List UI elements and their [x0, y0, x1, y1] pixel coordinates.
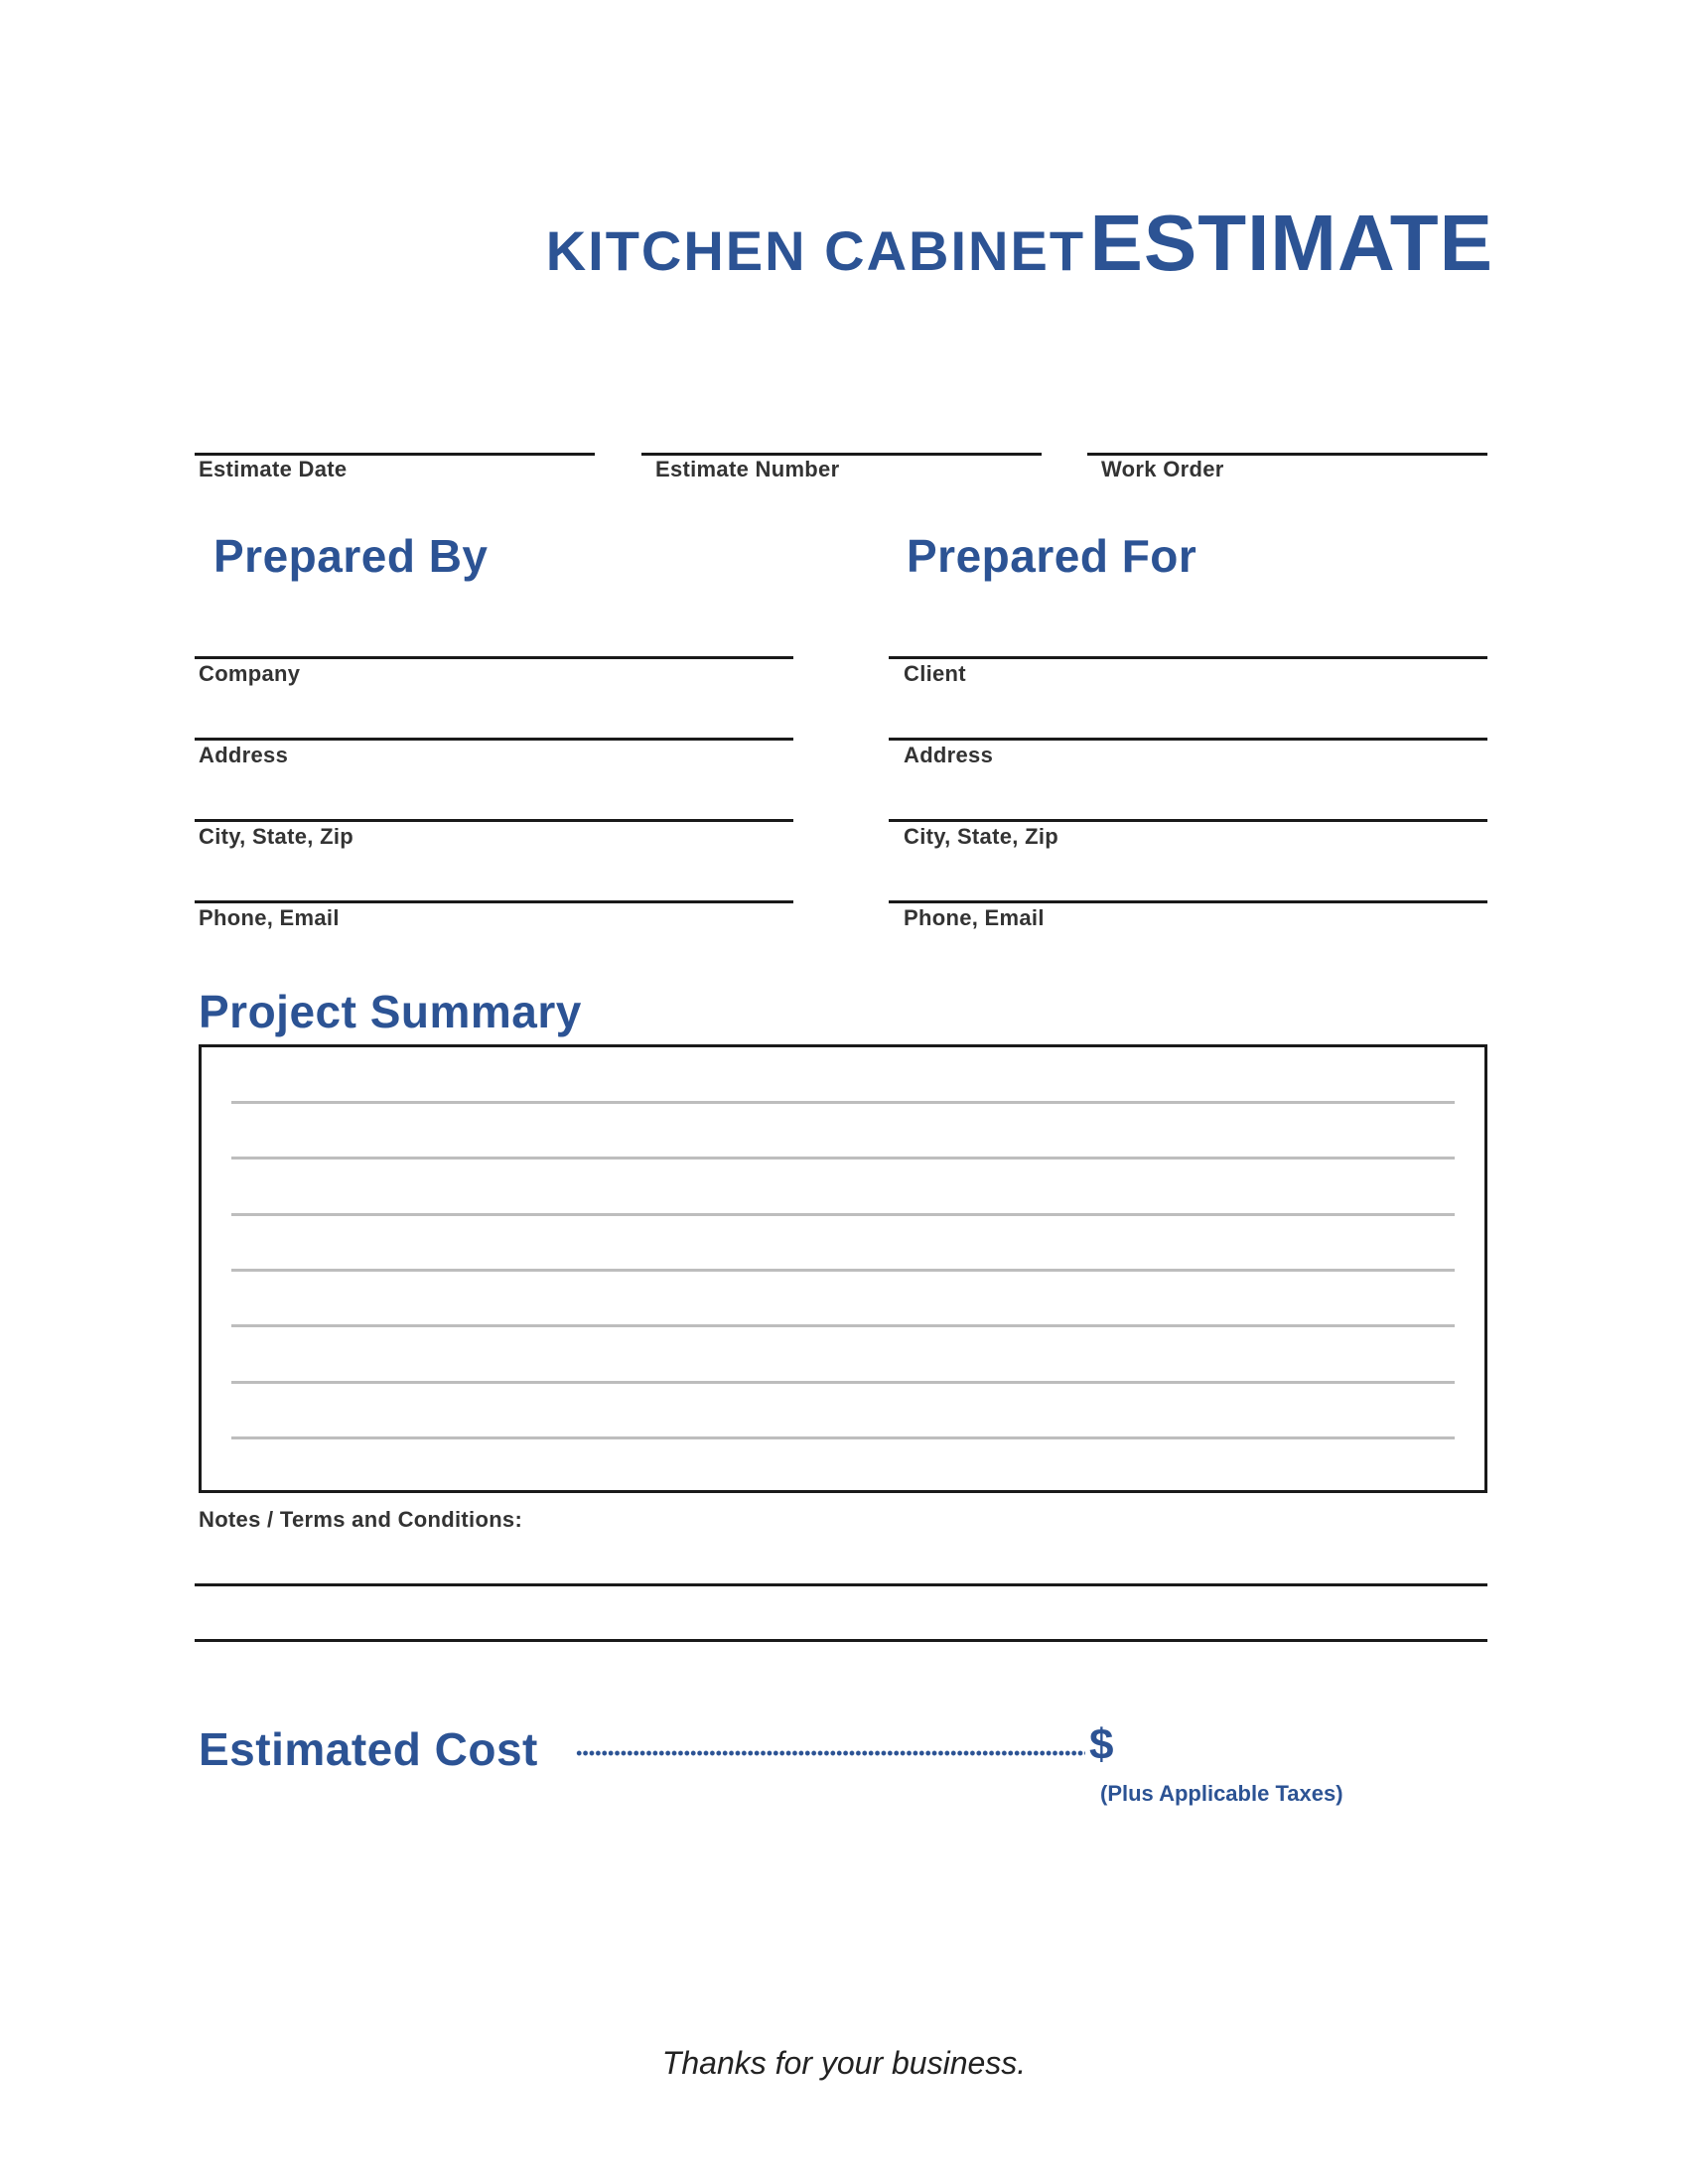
by-phone-email-label: Phone, Email	[199, 905, 340, 930]
by-phone-email-field[interactable]	[195, 900, 793, 903]
document-title	[545, 199, 1493, 287]
by-address-field[interactable]	[195, 738, 793, 741]
company-field[interactable]	[195, 656, 793, 659]
client-field[interactable]	[889, 656, 1487, 659]
summary-line	[231, 1157, 1455, 1160]
summary-line	[231, 1269, 1455, 1272]
notes-label: Notes / Terms and Conditions:	[199, 1507, 523, 1532]
by-address-label: Address	[199, 743, 289, 767]
prepared-for-heading: Prepared For	[907, 530, 1197, 582]
by-city-state-zip-label: City, State, Zip	[199, 824, 353, 849]
for-city-state-zip-field[interactable]	[889, 819, 1487, 822]
summary-line	[231, 1101, 1455, 1104]
estimate-number-label: Estimate Number	[655, 457, 840, 481]
notes-line-2[interactable]	[195, 1639, 1487, 1642]
client-label: Client	[904, 661, 966, 686]
currency-symbol: $	[1089, 1720, 1114, 1769]
by-city-state-zip-field[interactable]	[195, 819, 793, 822]
leader-dots	[576, 1749, 1085, 1757]
summary-line	[231, 1381, 1455, 1384]
for-phone-email-field[interactable]	[889, 900, 1487, 903]
for-city-state-zip-label: City, State, Zip	[904, 824, 1058, 849]
work-order-field[interactable]	[1087, 453, 1487, 456]
title-main: ESTIMATE	[1089, 199, 1493, 287]
work-order-label: Work Order	[1101, 457, 1224, 481]
project-summary-heading: Project Summary	[199, 986, 582, 1037]
summary-line	[231, 1324, 1455, 1327]
for-address-label: Address	[904, 743, 994, 767]
estimate-date-label: Estimate Date	[199, 457, 348, 481]
notes-line-1[interactable]	[195, 1583, 1487, 1586]
prepared-by-heading: Prepared By	[213, 530, 489, 582]
for-phone-email-label: Phone, Email	[904, 905, 1045, 930]
thanks-message: Thanks for your business.	[661, 2045, 1027, 2081]
estimate-number-field[interactable]	[641, 453, 1042, 456]
title-prefix: KITCHEN CABINET	[545, 219, 1086, 282]
summary-line	[231, 1436, 1455, 1439]
company-label: Company	[199, 661, 301, 686]
project-summary-box[interactable]	[199, 1044, 1487, 1493]
tax-note: (Plus Applicable Taxes)	[1100, 1781, 1343, 1806]
summary-line	[231, 1213, 1455, 1216]
for-address-field[interactable]	[889, 738, 1487, 741]
estimated-cost-label: Estimated Cost	[199, 1723, 538, 1775]
estimate-date-field[interactable]	[195, 453, 595, 456]
